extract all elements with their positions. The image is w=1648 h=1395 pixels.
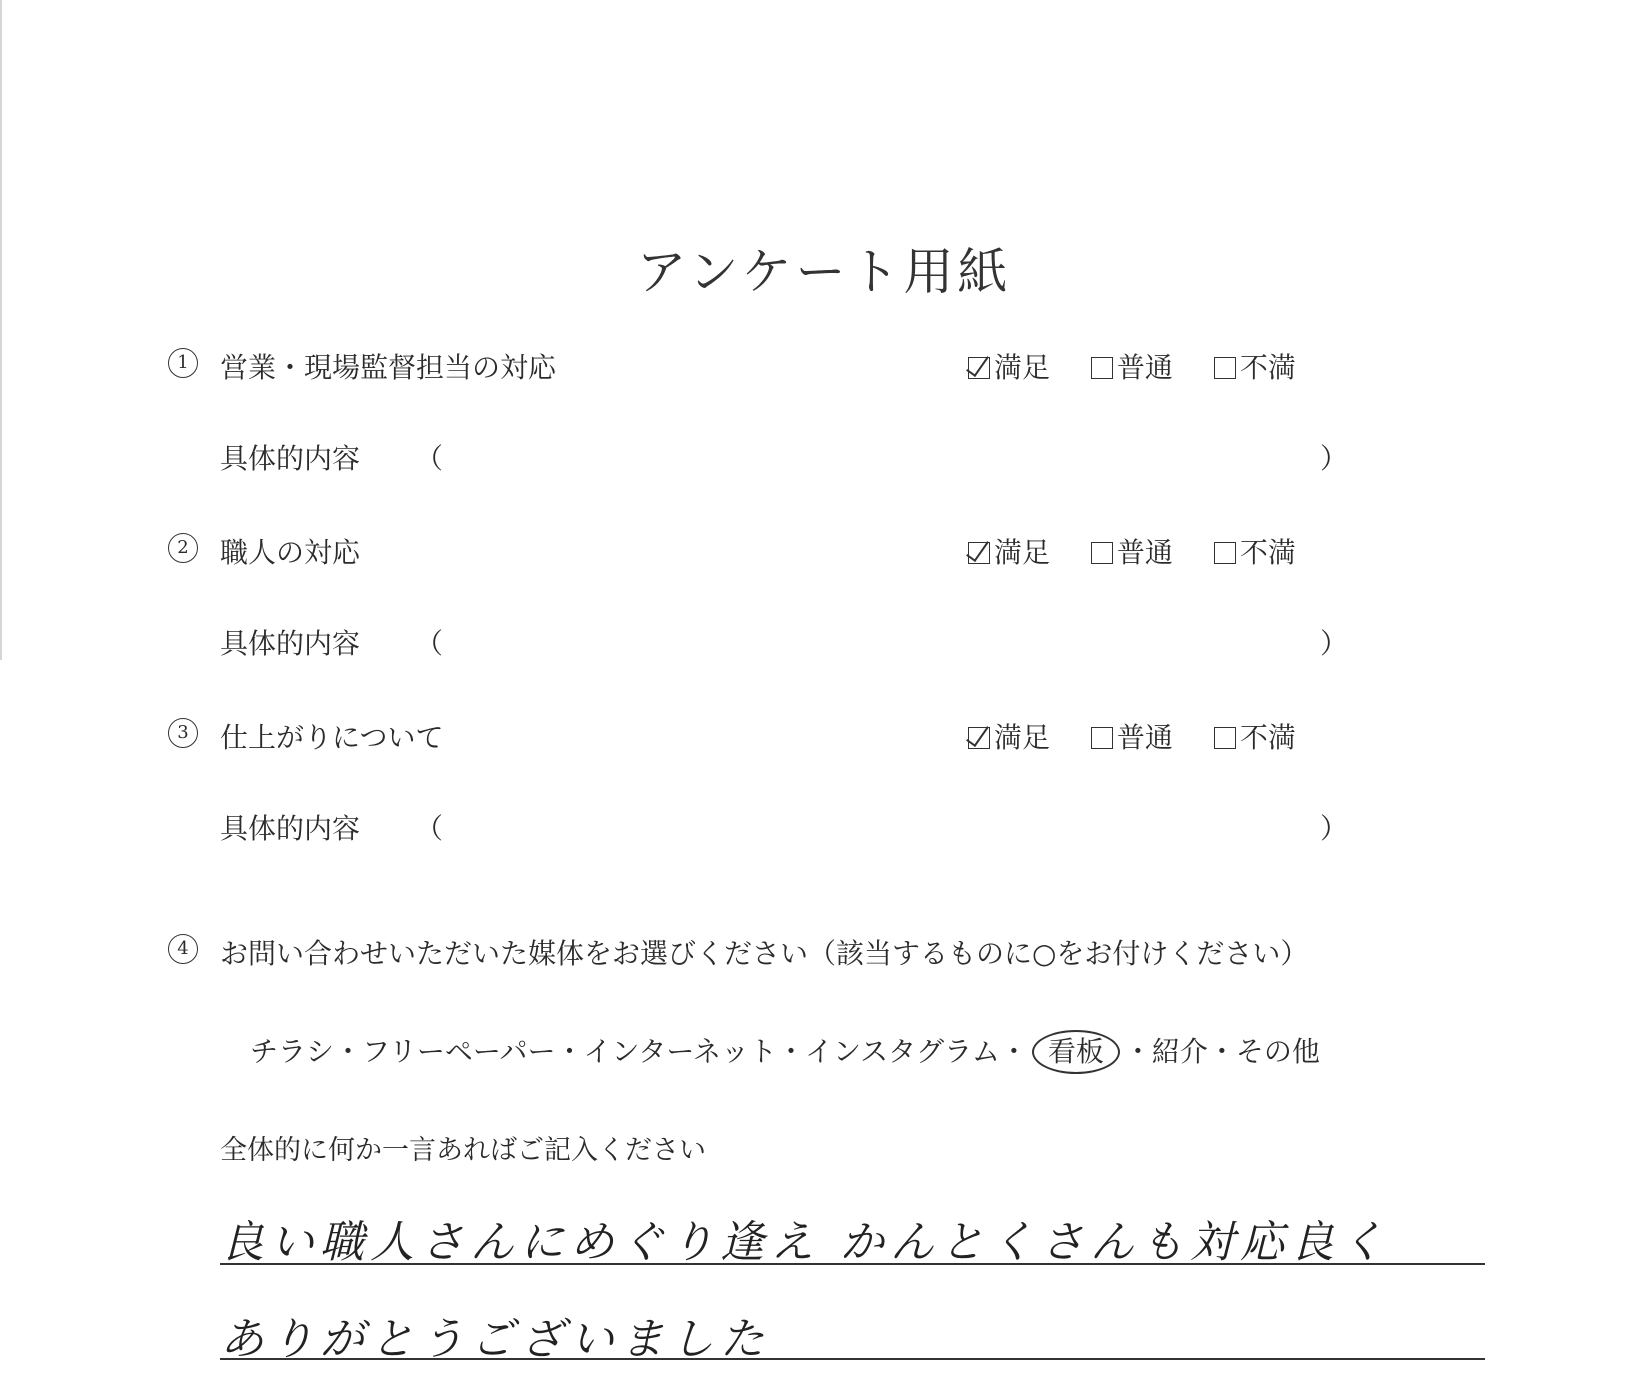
detail-label: 具体的内容 (220, 627, 361, 660)
scan-edge-line (0, 0, 2, 660)
checkbox-icon[interactable] (1091, 542, 1113, 564)
question-text: お問い合わせいただいた媒体をお選びください（該当するものに○をお付けください） (220, 937, 1309, 970)
close-paren: ） (1320, 442, 1349, 475)
question-3 (168, 716, 1328, 756)
media-option-signboard-circled[interactable]: 看板 (1032, 1030, 1120, 1074)
question-text: 仕上がりについて (220, 721, 444, 754)
close-paren: ） (1320, 812, 1349, 845)
option-normal[interactable]: 普通 (1091, 716, 1173, 756)
comment-rule-2 (220, 1358, 1485, 1360)
checkbox-checked-icon[interactable] (968, 727, 990, 749)
question-number: 4 (168, 934, 198, 964)
close-paren: ） (1320, 627, 1349, 660)
comment-rule-1 (220, 1263, 1485, 1265)
rating-options (968, 531, 1328, 571)
detail-row-1 (220, 437, 1349, 477)
open-paren: （ (415, 442, 444, 475)
option-satisfied[interactable]: 満足 (968, 716, 1050, 756)
rating-options (968, 346, 1328, 386)
question-number: 2 (168, 533, 198, 563)
media-options (250, 1030, 1320, 1074)
detail-row-3 (220, 807, 1349, 847)
open-paren: （ (415, 812, 444, 845)
handwritten-comment-line-1[interactable]: 良い職人さんにめぐり逢え かんとくさんも対応良く (220, 1217, 1390, 1268)
checkbox-checked-icon[interactable] (968, 542, 990, 564)
checkbox-icon[interactable] (1091, 357, 1113, 379)
detail-label: 具体的内容 (220, 442, 361, 475)
option-dissatisfied[interactable]: 不満 (1214, 346, 1296, 386)
open-paren: （ (415, 627, 444, 660)
media-options-before: チラシ・フリーペーパー・インターネット・インスタグラム・ (250, 1035, 1028, 1068)
option-satisfied[interactable]: 満足 (968, 346, 1050, 386)
media-options-after: ・紹介・その他 (1123, 1035, 1320, 1068)
rating-options (968, 716, 1328, 756)
page-title: アンケート用紙 (636, 243, 1012, 301)
question-text: 職人の対応 (220, 536, 361, 569)
option-normal[interactable]: 普通 (1091, 346, 1173, 386)
checkbox-checked-icon[interactable] (968, 357, 990, 379)
detail-label: 具体的内容 (220, 812, 361, 845)
question-number: 1 (168, 348, 198, 378)
question-number: 3 (168, 718, 198, 748)
question-4 (168, 932, 1328, 972)
checkbox-icon[interactable] (1214, 357, 1236, 379)
option-dissatisfied[interactable]: 不満 (1214, 716, 1296, 756)
option-satisfied[interactable]: 満足 (968, 531, 1050, 571)
detail-row-2 (220, 622, 1349, 662)
question-1 (168, 346, 1328, 386)
checkbox-icon[interactable] (1214, 727, 1236, 749)
question-2 (168, 531, 1328, 571)
question-text: 営業・現場監督担当の対応 (220, 351, 557, 384)
comment-label: 全体的に何か一言あればご記入ください (220, 1135, 706, 1166)
option-normal[interactable]: 普通 (1091, 531, 1173, 571)
checkbox-icon[interactable] (1091, 727, 1113, 749)
option-dissatisfied[interactable]: 不満 (1214, 531, 1296, 571)
handwritten-comment-line-2[interactable]: ありがとうございました (220, 1314, 770, 1365)
checkbox-icon[interactable] (1214, 542, 1236, 564)
